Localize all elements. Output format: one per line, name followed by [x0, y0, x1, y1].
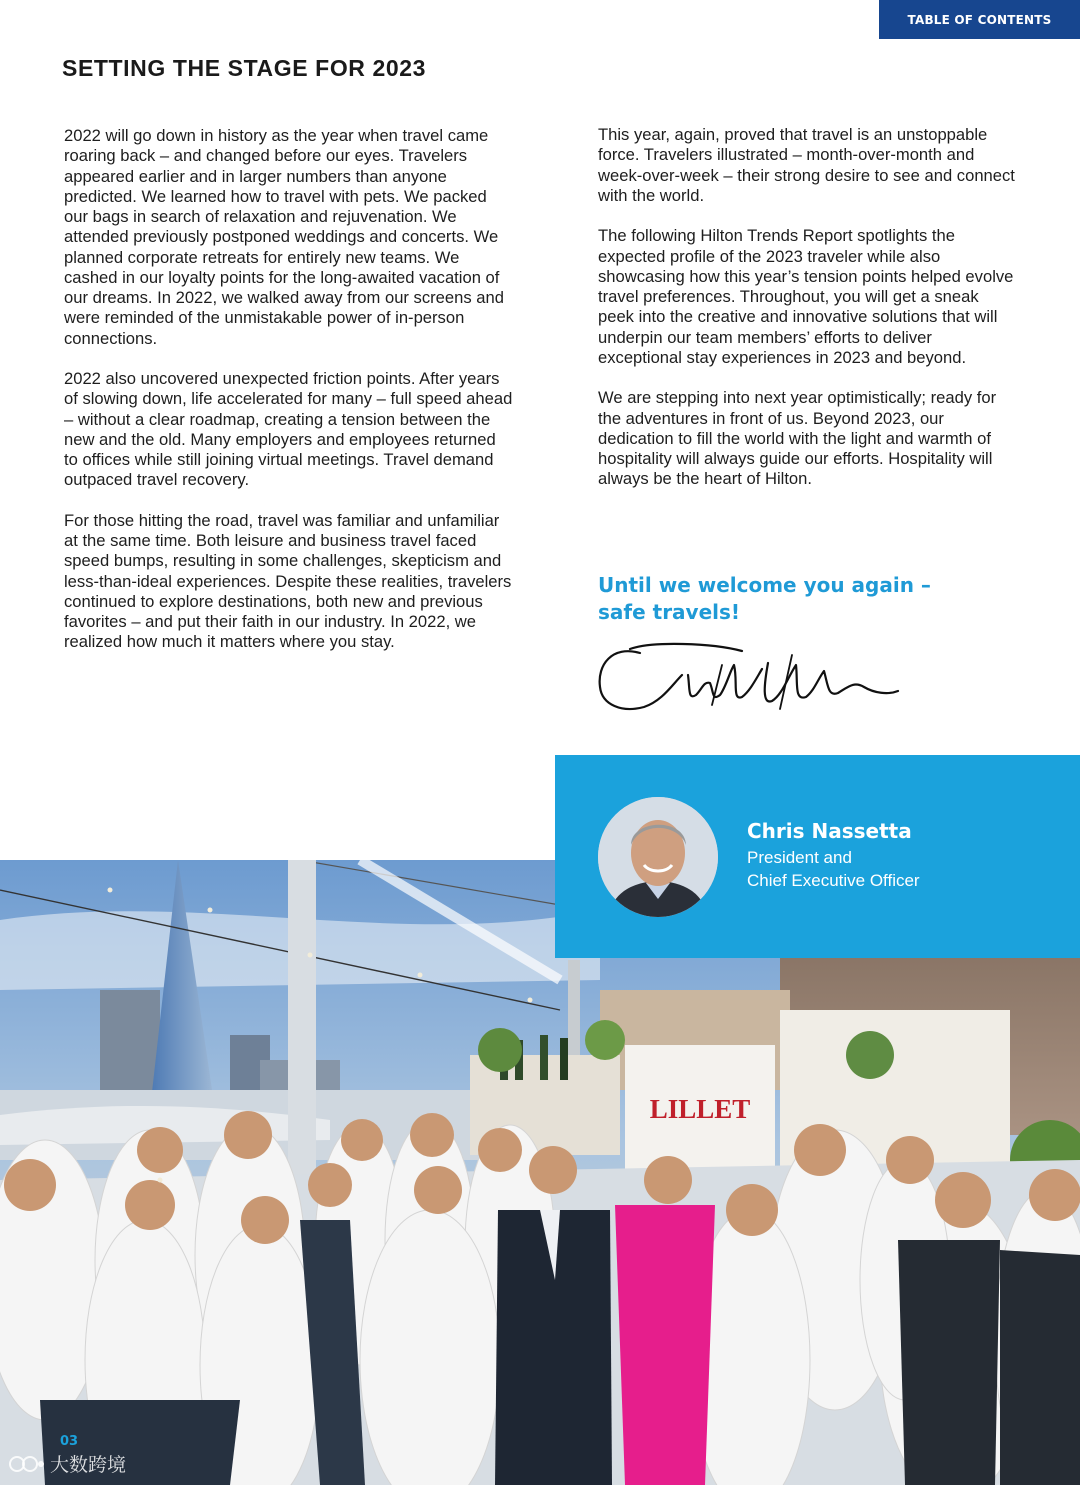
closing-line-2: safe travels! [598, 600, 741, 624]
watermark-logo-icon [8, 1453, 46, 1475]
page-title: SETTING THE STAGE FOR 2023 [62, 55, 427, 81]
profile-name: Chris Nassetta [747, 819, 912, 843]
left-column [64, 126, 514, 673]
paragraph: We are stepping into next year optimistically; ready for the adventures in front of us. Beyond 2023, our dedication to fill the world with the light and warmth of hospitality will always guide our efforts. Hospitality will always be the heart of Hilton. [598, 388, 997, 489]
paragraph: 2022 will go down in history as the year when travel came roaring back – and changed before our eyes. Travelers appeared earlier and in larger numbers than anyone predicted. We learned how to travel with pets. We packed our bags in search of relaxation and rejuvenation. We attended previously postponed weddings and concerts. We planned corporate retreats for entirely new teams. We cashed in our loyalty points for the long-awaited vacation of our dreams. In 2022, we walked away from our screens and were reminded of the unmistakable power of in-person connections. [64, 126, 504, 348]
role-line-1: President and [747, 848, 852, 867]
profile-card [555, 755, 1080, 958]
table-of-contents-tab[interactable]: TABLE OF CONTENTS [879, 0, 1080, 39]
avatar [598, 797, 718, 917]
right-column [598, 125, 1018, 510]
closing-line-1: Until we welcome you again – [598, 573, 931, 597]
profile-role [747, 847, 1047, 892]
paragraph: For those hitting the road, travel was familiar and unfamiliar at the same time. Both leisure and business travel faced speed bumps, resulting in some challenges, skepticism and less-than-ideal experiences. Despite these realities, travelers continued to explore destinations, both new and previous favorites – and put their faith in our industry. In 2022, we realized how much it matters where you stay. [64, 510, 512, 652]
closing-message [598, 572, 1018, 626]
page-number: 03 [60, 1434, 79, 1449]
watermark-text: 大数跨境 [50, 1454, 127, 1476]
paragraph: The following Hilton Trends Report spotlights the expected profile of the 2023 traveler while also showcasing how this year’s tension points helped evolve travel preferences. Throughout, you will get a sneak peek into the creative and innovative solutions that will underpin our team members’ efforts to deliver exceptional stay experiences in 2023 and beyond. [598, 226, 1014, 367]
paragraph: 2022 also uncovered unexpected friction points. After years of slowing down, life accelerated for many – full speed ahead – without a clear roadmap, creating a tension between the new and the old. Many employers and employees returned to offices while still joining virtual meetings. Travel demand outpaced travel recovery. [64, 369, 513, 490]
watermark [8, 1450, 126, 1477]
paragraph: This year, again, proved that travel is an unstoppable force. Travelers illustrated – month-over-month and week-over-week – their strong desire to see and connect with the world. [598, 125, 1015, 205]
signature [592, 635, 912, 720]
role-line-2: Chief Executive Officer [747, 870, 920, 890]
lillet-sign: LILLET [649, 1094, 751, 1124]
